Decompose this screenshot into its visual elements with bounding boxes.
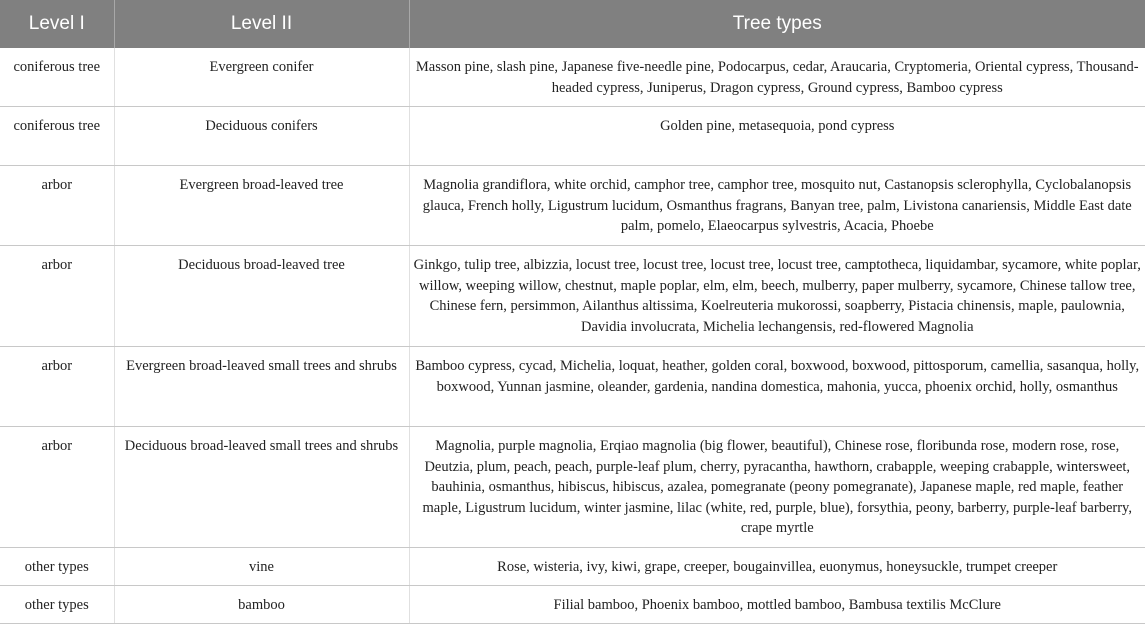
table-row (0, 427, 1145, 548)
header-level-2: Level II (114, 0, 409, 48)
table-row (0, 347, 1145, 427)
table-header (0, 0, 1145, 48)
cell-level-1: arbor (0, 347, 114, 427)
cell-level-1: arbor (0, 246, 114, 347)
header-tree-types: Tree types (409, 0, 1145, 48)
cell-level-2: Evergreen conifer (114, 48, 409, 107)
cell-level-2: Deciduous conifers (114, 107, 409, 166)
cell-tree-types: Magnolia grandiflora, white orchid, camphor tree, camphor tree, mosquito nut, Castanopsis sclerophylla, Cyclobalanopsis glauca, French holly, Ligustrum lucidum, Osmanthus fragrans, Banyan tree, palm, Livistona canariensis, Middle East date palm, pomelo, Elaeocarpus sylvestris, Acacia, Phoebe (409, 166, 1145, 246)
table-row (0, 107, 1145, 166)
cell-tree-types: Ginkgo, tulip tree, albizzia, locust tree, locust tree, locust tree, locust tree, camptotheca, liquidambar, sycamore, white poplar, willow, weeping willow, chestnut, maple poplar, elm, elm, beech, mulberry, paper mulberry, sycamore, Chinese tallow tree, Chinese fern, persimmon, Ailanthus altissima, Koelreuteria mukorossi, soapberry, Pistacia chinensis, maple, paulownia, Davidia involucrata, Michelia lechangensis, red-flowered Magnolia (409, 246, 1145, 347)
header-row (0, 0, 1145, 48)
cell-level-2: Deciduous broad-leaved small trees and shrubs (114, 427, 409, 548)
cell-tree-types: Masson pine, slash pine, Japanese five-needle pine, Podocarpus, cedar, Araucaria, Cryptomeria, Oriental cypress, Thousand-headed cypress, Juniperus, Dragon cypress, Ground cypress, Bamboo cypress (409, 48, 1145, 107)
cell-level-1: arbor (0, 427, 114, 548)
cell-level-2: bamboo (114, 586, 409, 624)
cell-level-2: vine (114, 548, 409, 586)
table-row (0, 548, 1145, 586)
cell-level-1: other types (0, 548, 114, 586)
cell-tree-types: Magnolia, purple magnolia, Erqiao magnolia (big flower, beautiful), Chinese rose, floribunda rose, modern rose, rose, Deutzia, plum, peach, peach, purple-leaf plum, cherry, pyracantha, hawthorn, crabapple, weeping crabapple, wintersweet, bauhinia, osmanthus, hibiscus, hibiscus, azalea, pomegranate (peony pomegranate), Japanese maple, red maple, feather maple, Ligustrum lucidum, winter jasmine, lilac (white, red, purple, blue), forsythia, peony, barberry, purple-leaf barberry, crape myrtle (409, 427, 1145, 548)
header-level-1: Level I (0, 0, 114, 48)
cell-tree-types: Golden pine, metasequoia, pond cypress (409, 107, 1145, 166)
cell-tree-types: Bamboo cypress, cycad, Michelia, loquat, heather, golden coral, boxwood, boxwood, pittosporum, camellia, sasanqua, holly, boxwood, Yunnan jasmine, oleander, gardenia, nandina domestica, mahonia, yucca, phoenix orchid, holly, osmanthus (409, 347, 1145, 427)
cell-level-2: Evergreen broad-leaved tree (114, 166, 409, 246)
table-row (0, 48, 1145, 107)
cell-level-1: other types (0, 586, 114, 624)
cell-level-1: coniferous tree (0, 48, 114, 107)
cell-level-1: coniferous tree (0, 107, 114, 166)
cell-tree-types: Filial bamboo, Phoenix bamboo, mottled bamboo, Bambusa textilis McClure (409, 586, 1145, 624)
table-row (0, 586, 1145, 624)
cell-level-2: Deciduous broad-leaved tree (114, 246, 409, 347)
cell-tree-types: Rose, wisteria, ivy, kiwi, grape, creeper, bougainvillea, euonymus, honeysuckle, trumpet creeper (409, 548, 1145, 586)
cell-level-1: arbor (0, 166, 114, 246)
cell-level-2: Evergreen broad-leaved small trees and shrubs (114, 347, 409, 427)
table-row (0, 246, 1145, 347)
table-row (0, 166, 1145, 246)
table-body (0, 48, 1145, 624)
